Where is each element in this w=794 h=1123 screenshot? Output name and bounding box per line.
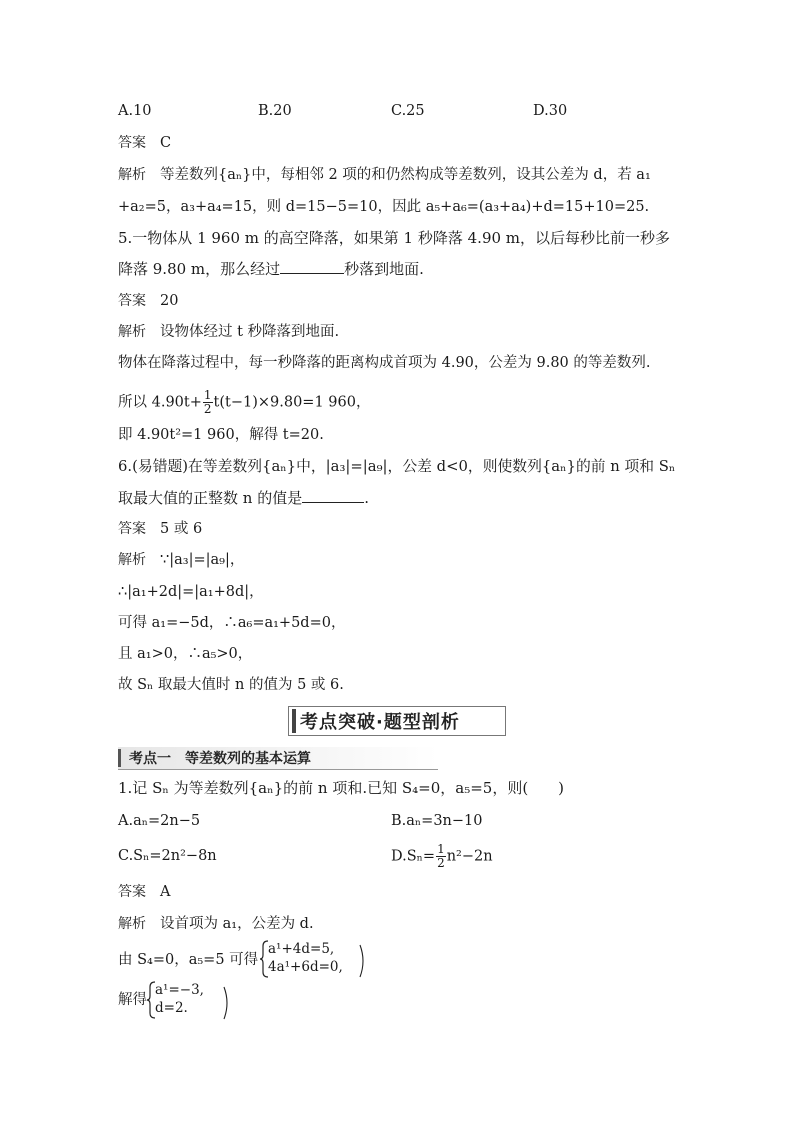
q5-analysis-text-1: 设物体经过 t 秒降落到地面. [160, 324, 340, 340]
q4-analysis-line-1 [118, 165, 651, 185]
q1-analysis-line-3: 解得 [118, 992, 147, 1008]
answer-label: 答案 [118, 884, 146, 900]
q6-stem-end: . [364, 489, 369, 507]
analysis-label: 解析 [118, 167, 146, 183]
q6-analysis-line-2: ∴|a₁+2d|=|a₁+8d|， [118, 584, 264, 600]
q1-answer: A [160, 884, 171, 900]
q1-analysis-line-2: 由 S₄=0，a₅=5 可得 [118, 952, 259, 968]
q1-option-d-part-b: n²−2n [446, 848, 493, 865]
q1-option-d [391, 843, 493, 870]
q1-system-1-eq-1: a¹+4d=5, [268, 941, 335, 957]
answer-label: 答案 [118, 521, 146, 537]
answer-label: 答案 [118, 293, 146, 309]
q1-analysis-text-1: 设首项为 a₁，公差为 d. [160, 916, 314, 932]
q5-analysis-line-2: 物体在降落过程中，每一秒降落的距离构成首项为 4.90，公差为 9.80 的等差数列. [118, 355, 651, 371]
q1-stem: 1.记 Sₙ 为等差数列{aₙ}的前 n 项和.已知 S₄=0，a₅=5，则( ) [118, 779, 565, 797]
q6-analysis-line-4: 且 a₁>0，∴a₅>0， [118, 646, 253, 662]
q5-analysis-line-3 [118, 389, 370, 416]
q6-answer-line [118, 519, 202, 539]
q5-fraction [203, 389, 213, 416]
q6-analysis-text-1: ∵|a₃|=|a₉|， [160, 552, 245, 568]
q6-stem-line-1: 6.(易错题)在等差数列{aₙ}中，|a₃|=|a₉|，公差 d<0，则使数列{aₙ}的前 n 项和 Sₙ [118, 458, 676, 475]
q1-system-2-eq-1: a¹=−3, [155, 982, 204, 998]
q6-stem-line-2 [118, 488, 369, 508]
q6-analysis-line-5: 故 Sₙ 取最大值时 n 的值为 5 或 6. [118, 677, 344, 693]
q5-fraction-denominator: 2 [203, 402, 212, 416]
q5-fraction-numerator: 1 [203, 388, 212, 402]
q5-analysis-part-b: t(t−1)×9.80=1 960， [213, 394, 371, 411]
q4-analysis-text-1: 等差数列{aₙ}中，每相邻 2 项的和仍然构成等差数列，设其公差为 d，若 a₁ [160, 167, 651, 183]
q5-stem-line-1: 5.一物体从 1 960 m 的高空降落，如果第 1 秒降落 4.90 m，以后每秒比前一秒多 [118, 229, 671, 247]
q4-option-a: A.10 [118, 103, 152, 119]
q5-analysis-line-1 [118, 322, 339, 342]
analysis-label: 解析 [118, 324, 146, 340]
q1-system-1-eq-2: 4a¹+6d=0, [268, 959, 343, 975]
q6-stem-text: 取最大值的正整数 n 的值是 [118, 489, 303, 507]
q5-answer-line [118, 291, 178, 311]
section-title: 考点突破·题型剖析 [300, 712, 460, 733]
kaodian-title: 考点一 等差数列的基本运算 [129, 751, 311, 767]
q1-option-d-part-a: D.Sₙ= [391, 848, 436, 865]
answer-label: 答案 [118, 135, 146, 151]
right-paren-icon [222, 986, 232, 1020]
q1-option-d-denominator: 2 [437, 856, 445, 870]
q6-analysis-line-1 [118, 550, 244, 570]
kaodian-heading [118, 747, 438, 770]
q4-option-d: D.30 [533, 103, 568, 119]
section-banner-bar [292, 709, 296, 733]
q5-answer-blank [280, 259, 344, 274]
q1-option-d-fraction [436, 843, 446, 870]
q1-analysis-line-1 [118, 914, 314, 934]
q5-answer: 20 [160, 293, 179, 309]
q5-analysis-line-4: 即 4.90t²=1 960，解得 t=20. [118, 427, 324, 443]
q6-answer: 5 或 6 [160, 521, 203, 537]
q5-stem-part-a: 降落 9.80 m，那么经过 [118, 260, 281, 278]
q1-option-d-numerator: 1 [437, 842, 445, 856]
q4-analysis-line-2: +a₂=5，a₃+a₄=15，则 d=15−5=10，因此 a₅+a₆=(a₃+a₄)+d=15+10=25. [118, 199, 650, 215]
q6-answer-blank [302, 488, 364, 503]
analysis-label: 解析 [118, 916, 146, 932]
q4-answer-line [118, 133, 171, 153]
q1-option-c: C.Sₙ=2n²−8n [118, 848, 217, 864]
q5-stem-part-b: 秒落到地面. [344, 260, 424, 278]
q1-option-b: B.aₙ=3n−10 [391, 813, 483, 829]
kaodian-heading-bar [118, 749, 121, 767]
q4-answer: C [160, 135, 172, 151]
right-paren-icon [358, 944, 368, 978]
q6-analysis-line-3: 可得 a₁=−5d，∴a₆=a₁+5d=0， [118, 615, 346, 631]
q4-option-b: B.20 [258, 103, 292, 119]
section-banner [288, 706, 506, 736]
q4-option-c: C.25 [391, 103, 425, 119]
q5-stem-line-2 [118, 259, 424, 279]
q1-answer-line [118, 882, 170, 902]
q1-system-2-eq-2: d=2. [155, 1000, 188, 1016]
analysis-label: 解析 [118, 552, 146, 568]
q5-analysis-part-a: 所以 4.90t+ [118, 394, 202, 411]
q1-option-a: A.aₙ=2n−5 [118, 813, 201, 829]
